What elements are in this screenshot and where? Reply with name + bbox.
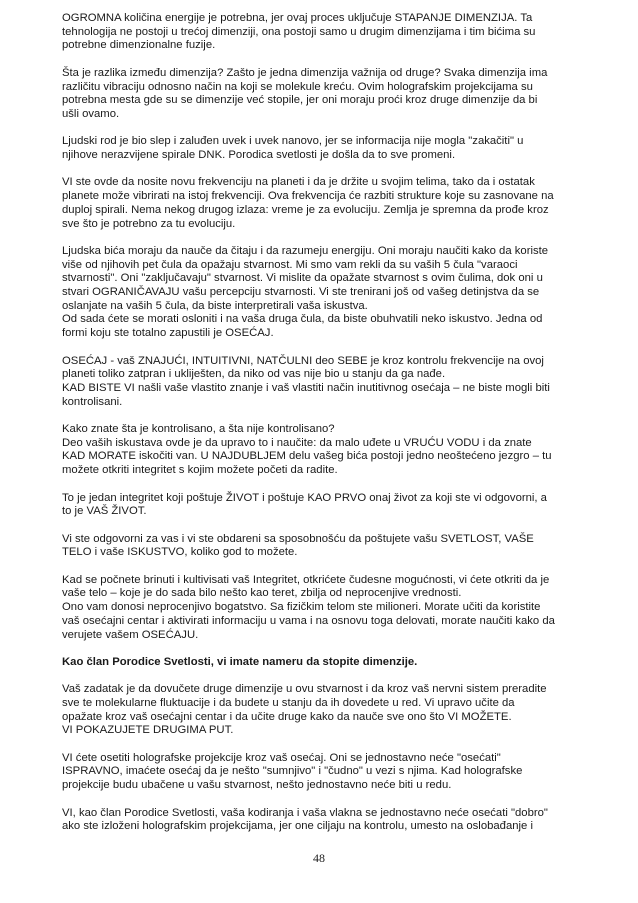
paragraph-13: VI ćete osetiti holografske projekcije kroz vaš osećaj. Oni se jednostavno neće "osećati" ISPRAVNO, imaćete osećaj da je nešto "sumnjivo" i "čudno" u vezi s njima. Kad holografske projekcije budu ubačene u vašu stvarnost, nešto jednostavno neće biti u redu. <box>62 751 523 792</box>
paragraph-7: Kako znate šta je kontrolisano, a šta nije kontrolisano? Deo vaših iskustava ovde je da upravo to i naučite: da malo uđete u VRUĆU VODU i da znate KAD MORATE iskočiti van. U NAJDUBLJEM delu vašeg bića postoji jedno neoštećeno jezgro – tu možete otkriti integritet s kojim možete početi da radite. <box>62 423 552 477</box>
paragraph-2: Šta je razlika između dimenzija? Zašto je jedna dimenzija važnija od druge? Svaka dimenzija ima različitu vibraciju odnosno način na koji se molekule kreću. Ovim holografskim projekcijama su potrebna mesta gde su se dimenzije već stopile, jer oni moraju proći kroz druge dimenzije da bi ušli ovamo. <box>62 66 548 120</box>
document-body <box>62 12 576 848</box>
paragraph-1: OGROMNA količina energije je potrebna, jer ovaj proces uključuje STAPANJE DIMENZIJA. Ta tehnologija ne postoji u trećoj dimenziji, ona postoji samo u drugim dimenzijama i tim bićima su potrebne dimenzionalne fuzije. <box>62 12 536 52</box>
paragraph-8: To je jedan integritet koji poštuje ŽIVOT i poštuje KAO PRVO onaj život za koji ste vi odgovorni, a to je VAŠ ŽIVOT. <box>62 491 547 518</box>
paragraph-9: Vi ste odgovorni za vas i vi ste obdareni sa sposobnošću da poštujete vašu SVETLOST, VAŠE TELO i vaše ISKUSTVO, koliko god to možete. <box>62 532 534 559</box>
paragraph-14: VI, kao član Porodice Svetlosti, vaša kodiranja i vaša vlakna se jednostavno neće osećati "dobro" ako ste izloženi holografskim projekcijama, jer one ciljaju na kontrolu, umesto na oslobađanje i <box>62 806 548 833</box>
paragraph-6: OSEĆAJ - vaš ZNAJUĆI, INTUITIVNI, NATČULNI deo SEBE je kroz kontrolu frekvencije na ovoj planeti toliko zatpran i ukliješten, da niko od vas nije bio u stanju da ga nađe. KAD BISTE VI našli vaše vlastito znanje i vaš vlastiti način inutitivnog osećaja – ne biste mogli biti kontrolisani. <box>62 354 550 408</box>
paragraph-4: VI ste ovde da nosite novu frekvenciju na planeti i da je držite u svojim telima, tako da i ostatak planete može vibrirati na istoj frekvenciji. Ova frekvencija će razbiti strukture koje su zasnovane na duploj spirali. Nema nekog drugog izlaza: vreme je za evoluciju. Zemlja je spremna da prođe kroz sve što je potrebno za tu evoluciju. <box>62 176 554 230</box>
section-heading: Kao član Porodice Svetlosti, vi imate nameru da stopite dimenzije. <box>62 655 418 668</box>
page-number: 48 <box>313 851 325 865</box>
paragraph-10: Kad se počnete brinuti i kultivisati vaš Integritet, otkrićete čudesne mogućnosti, vi ćete otkriti da je vaše telo – koje je do sada bilo nešto kao teret, zbilja od neprocenjive vrednosti. Ono vam donosi neprocenjivo bogatstvo. Sa fizičkim telom ste milioneri. Morate učiti da koristite vaš osećajni centar i aktivirati informaciju u vama i na osnovu toga delovati, morate naučiti kako da verujete vašem OSEĆAJU. <box>62 573 555 641</box>
paragraph-12: Vaš zadatak je da dovučete druge dimenzije u ovu stvarnost i da kroz vaš nervni sistem preradite sve te molekularne fluktuacije i da budete u stanju da ih dovedete u red. Vi upravo učite da opažate kroz vaš osećajni centar i da učite druge kako da nauče sve ono što VI MOŽETE. VI POKAZUJETE DRUGIMA PUT. <box>62 683 547 737</box>
paragraph-5: Ljudska bića moraju da nauče da čitaju i da razumeju energiju. Oni moraju naučiti kako da koriste više od njihovih pet čula da opažaju stvarnost. Mi smo vam rekli da su vaših 5 čula "varaoci stvarnosti". Oni "zaključavaju" stvarnost. Vi mislite da opažate stvarnost s ovim čulima, dok oni u stvari OGRANIČAVAJU vašu percepciju stvarnosti. Vi ste trenirani još od vašeg detinjstva da se oslanjate na vaših 5 čula, da biste interpretirali vaša iskustva. Od sada ćete se morati osloniti i na vaša druga čula, da biste obuhvatili neko iskustvo. Jedna od formi koju ste totalno zapustili je OSEĆAJ. <box>62 244 549 340</box>
paragraph-3: Ljudski rod je bio slep i zaluđen uvek i uvek nanovo, jer se informacija nije mogla "zakačiti" u njihove nerazvijene spirale DNK. Porodica svetlosti je došla da to sve promeni. <box>62 135 524 161</box>
